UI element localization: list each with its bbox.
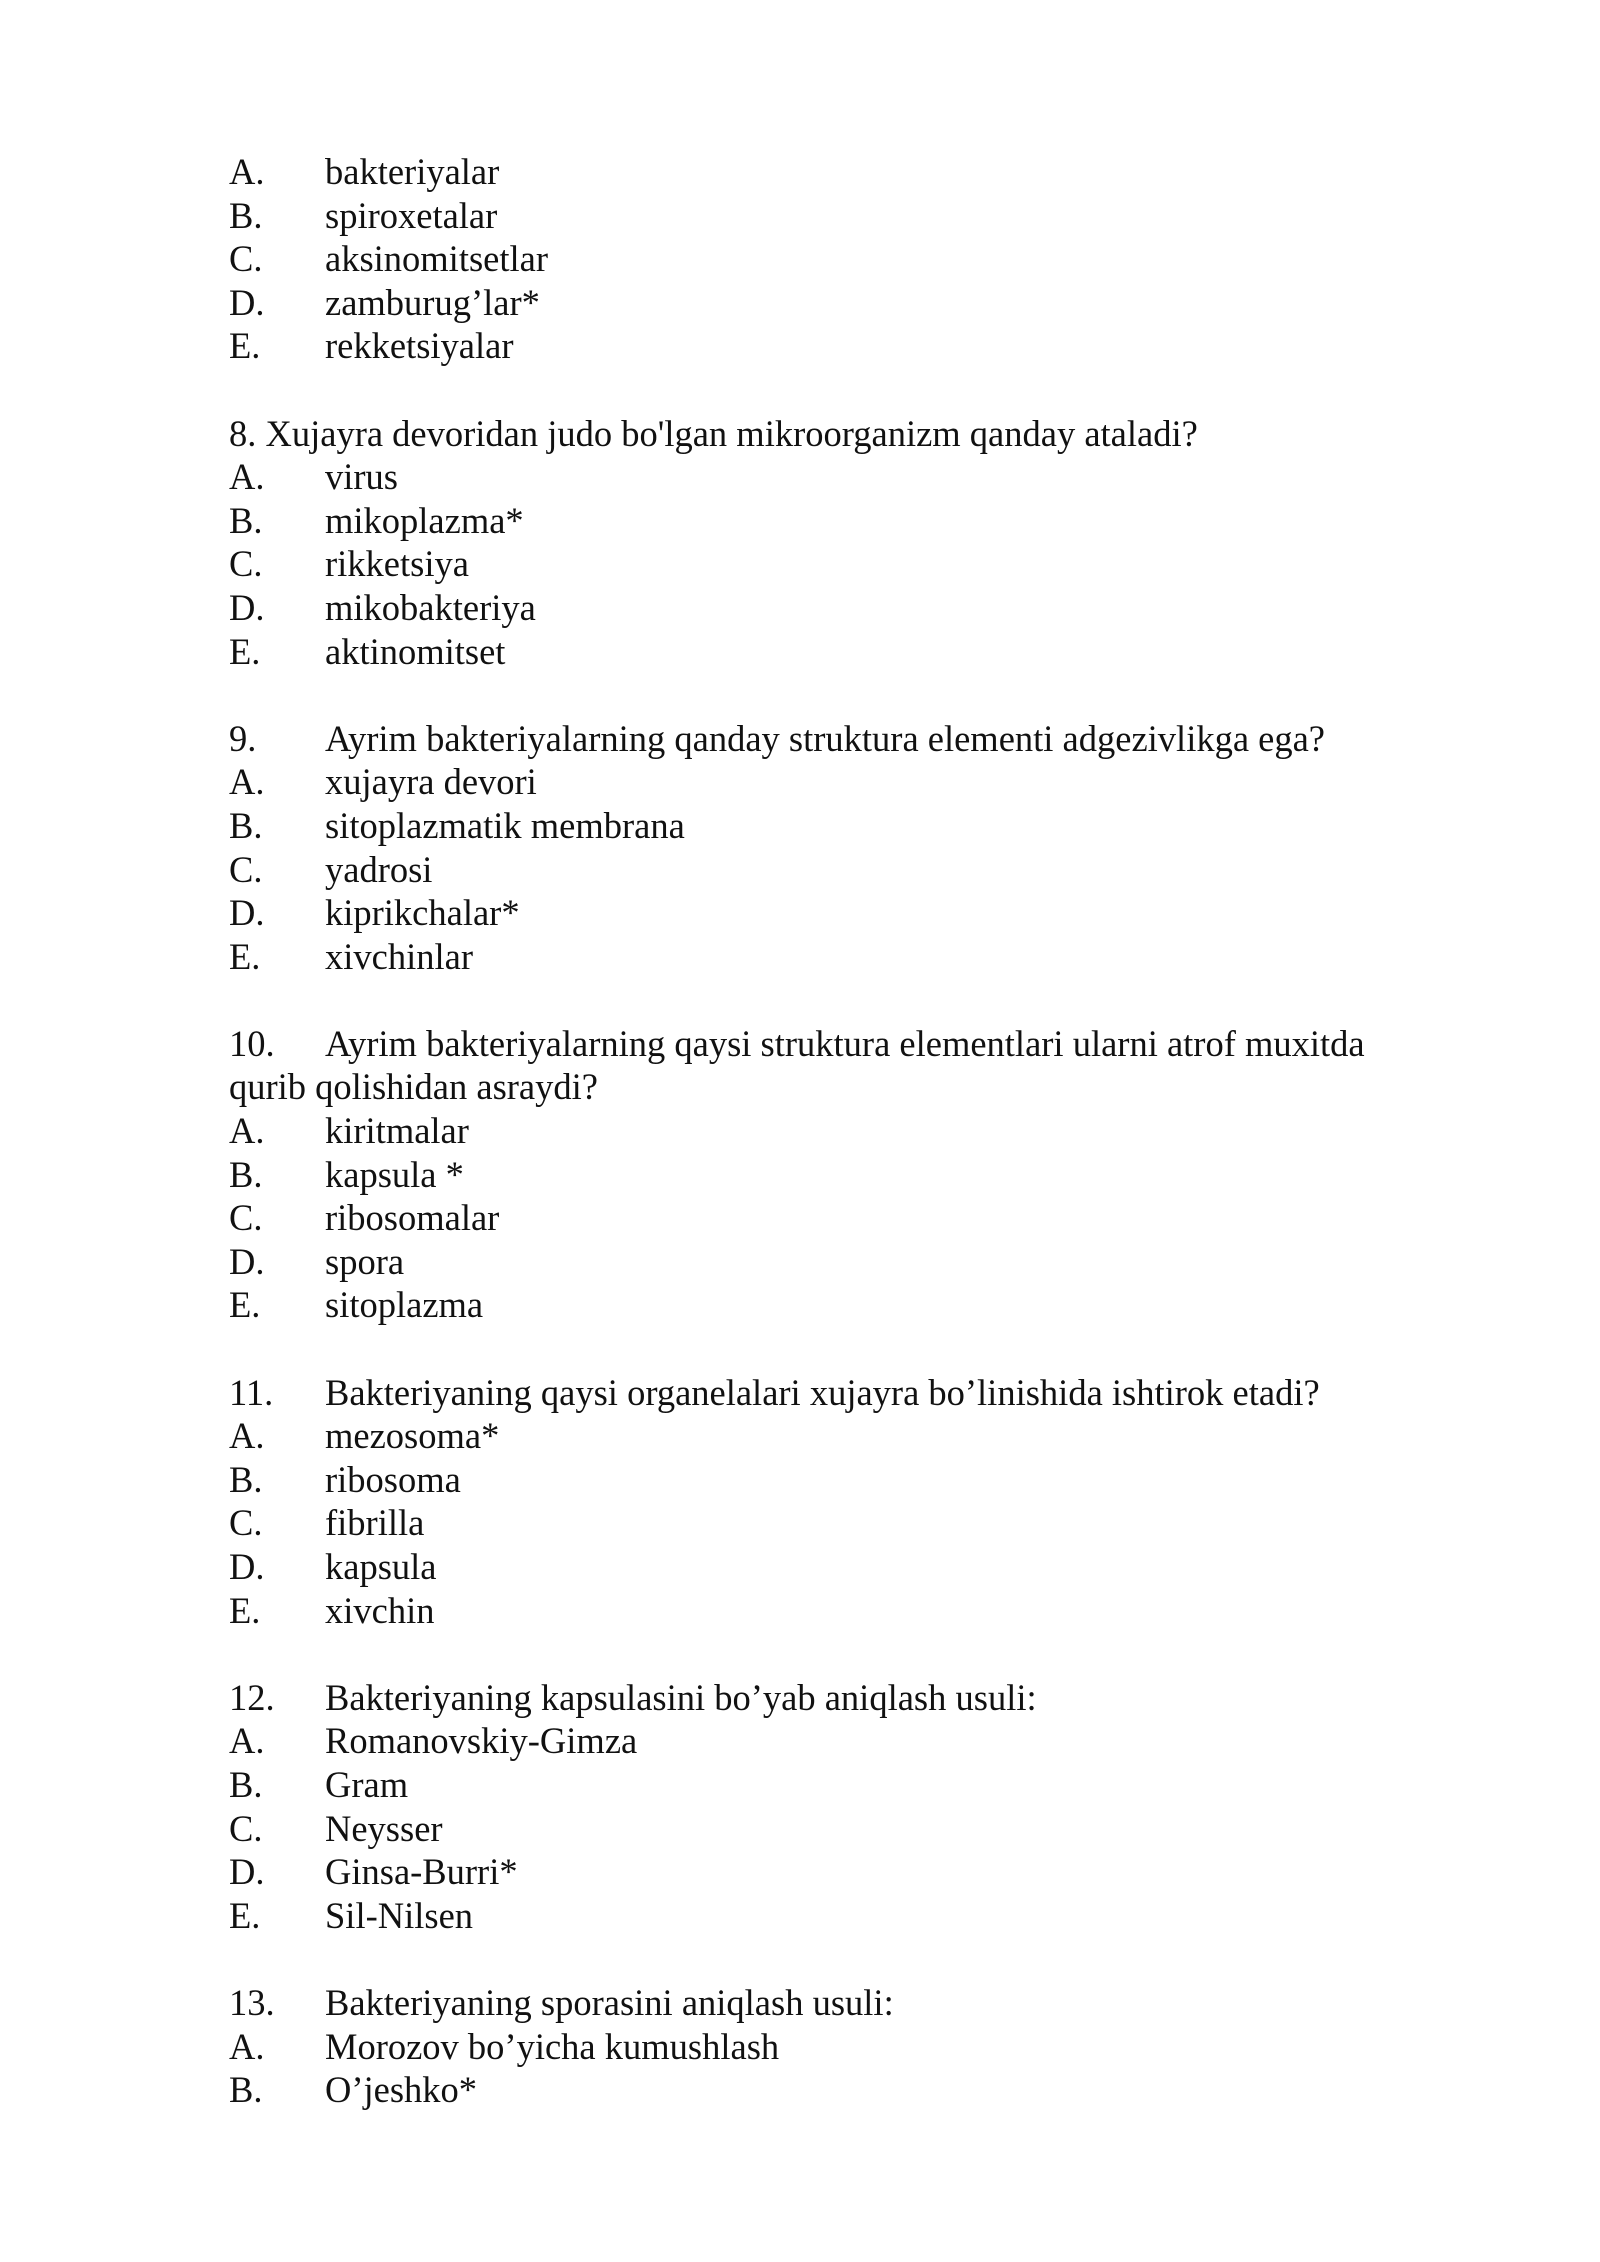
option-line [229, 2025, 1419, 2069]
option-text: Romanovskiy-Gimza [325, 1720, 638, 1762]
option-line [229, 1807, 1419, 1851]
option-text: ribosoma [325, 1458, 461, 1500]
option-line [229, 2068, 1419, 2112]
option-text: xivchinlar [325, 935, 473, 977]
option-text: xujayra devori [325, 761, 537, 803]
option-line [229, 150, 1419, 194]
question-number: 13. [229, 1981, 275, 2023]
option-line [229, 1153, 1419, 1197]
option-text: Sil-Nilsen [325, 1894, 474, 1936]
option-line [229, 935, 1419, 979]
option-letter: B. [229, 1763, 263, 1805]
question-number: 12. [229, 1676, 275, 1718]
option-line [229, 1894, 1419, 1938]
option-letter: A. [229, 456, 265, 498]
option-line [229, 499, 1419, 543]
option-line [229, 281, 1419, 325]
option-letter: E. [229, 1894, 261, 1936]
question-number: 8. [229, 412, 257, 454]
question-9 [229, 717, 1419, 979]
option-line [229, 194, 1419, 238]
option-line [229, 804, 1419, 848]
option-text: aksinomitsetlar [325, 238, 549, 280]
option-line [229, 237, 1419, 281]
question-heading [229, 717, 1419, 761]
question-heading [229, 1371, 1419, 1415]
option-text: kapsula [325, 1546, 437, 1587]
option-text: rekketsiyalar [325, 325, 514, 367]
option-letter: E. [229, 630, 261, 672]
option-line [229, 1719, 1419, 1763]
option-letter: A. [229, 761, 265, 803]
option-letter: B. [229, 1458, 263, 1500]
option-text: Morozov bo’yicha kumushlash [325, 2025, 780, 2067]
question-number: 10. [229, 1022, 275, 1064]
option-text: ribosomalar [325, 1197, 500, 1239]
spacer [229, 673, 1419, 717]
option-text: mezosoma* [325, 1415, 500, 1457]
option-letter: A. [229, 2025, 265, 2067]
option-letter: C. [229, 1502, 263, 1544]
question-number: 9. [229, 717, 257, 759]
option-text: zamburug’lar* [325, 281, 540, 323]
option-text: Gram [325, 1763, 409, 1805]
option-letter: B. [229, 194, 263, 236]
option-text: yadrosi [325, 848, 433, 890]
document-page [229, 150, 1419, 2112]
option-text: rikketsiya [325, 543, 469, 585]
option-letter: D. [229, 1546, 265, 1587]
option-text: aktinomitset [325, 630, 506, 672]
option-line [229, 324, 1419, 368]
question-text: Bakteriyaning qaysi organelalari xujayra bo’linishida ishtirok etadi? [325, 1371, 1320, 1413]
option-letter: D. [229, 892, 265, 934]
option-text: Ginsa-Burri* [325, 1851, 518, 1893]
option-line [229, 848, 1419, 892]
question-13 [229, 1981, 1419, 2112]
question-heading [229, 1676, 1419, 1720]
option-text: kapsula * [325, 1153, 464, 1195]
option-line [229, 1283, 1419, 1327]
option-line [229, 760, 1419, 804]
option-letter: C. [229, 238, 263, 280]
option-letter: E. [229, 935, 261, 977]
question-text: Ayrim bakteriyalarning qanday struktura elementi adgezivlikga ega? [325, 717, 1326, 759]
option-line [229, 542, 1419, 586]
option-letter: B. [229, 1153, 263, 1195]
question-12 [229, 1676, 1419, 1938]
question-11 [229, 1371, 1419, 1633]
spacer [229, 978, 1419, 1022]
option-line [229, 1850, 1419, 1894]
option-text: kiprikchalar* [325, 892, 520, 934]
spacer [229, 368, 1419, 412]
option-text: xivchin [325, 1589, 435, 1631]
question-heading-continuation [229, 1065, 1419, 1109]
option-line [229, 1545, 1419, 1589]
option-text: spora [325, 1240, 405, 1282]
question-text: qurib qolishidan asraydi? [229, 1066, 598, 1108]
option-letter: B. [229, 499, 263, 541]
option-text: fibrilla [325, 1502, 425, 1544]
spacer [229, 1632, 1419, 1676]
option-line [229, 1109, 1419, 1153]
option-letter: D. [229, 586, 265, 628]
option-text: kiritmalar [325, 1110, 469, 1152]
option-letter: D. [229, 1240, 265, 1282]
option-letter: A. [229, 1720, 265, 1762]
option-letter: B. [229, 804, 263, 846]
spacer [229, 1937, 1419, 1981]
option-text: virus [325, 456, 398, 498]
option-text: mikoplazma* [325, 499, 524, 541]
option-line [229, 630, 1419, 674]
option-letter: D. [229, 281, 265, 323]
question-heading [229, 1981, 1419, 2025]
option-text: O’jeshko* [325, 2069, 478, 2111]
option-text: Neysser [325, 1807, 443, 1849]
option-line [229, 455, 1419, 499]
option-line [229, 1763, 1419, 1807]
option-letter: B. [229, 2069, 263, 2111]
option-text: sitoplazmatik membrana [325, 804, 685, 846]
option-letter: A. [229, 151, 265, 192]
option-letter: A. [229, 1110, 265, 1152]
option-letter: E. [229, 1589, 261, 1631]
option-text: spiroxetalar [325, 194, 498, 236]
option-letter: C. [229, 1197, 263, 1239]
option-letter: D. [229, 1851, 265, 1893]
question-text: Bakteriyaning sporasini aniqlash usuli: [325, 1981, 894, 2023]
question-number: 11. [229, 1371, 274, 1413]
question-text: Ayrim bakteriyalarning qaysi struktura elementlari ularni atrof muxitda [325, 1022, 1365, 1064]
option-line [229, 1240, 1419, 1284]
option-letter: A. [229, 1415, 265, 1457]
option-line [229, 586, 1419, 630]
question-7-options [229, 150, 1419, 368]
spacer [229, 1327, 1419, 1371]
option-text: sitoplazma [325, 1284, 484, 1326]
option-letter: C. [229, 543, 263, 585]
option-line [229, 1458, 1419, 1502]
option-letter: C. [229, 848, 263, 890]
option-letter: E. [229, 1284, 261, 1326]
option-line [229, 1501, 1419, 1545]
question-10 [229, 1022, 1419, 1327]
question-heading [229, 1022, 1419, 1066]
question-text: Xujayra devoridan judo bo'lgan mikroorganizm qanday ataladi? [265, 412, 1198, 454]
option-text: mikobakteriya [325, 586, 536, 628]
option-letter: E. [229, 325, 261, 367]
option-line [229, 1589, 1419, 1633]
option-line [229, 891, 1419, 935]
option-text: bakteriyalar [325, 151, 500, 192]
option-line [229, 1414, 1419, 1458]
option-line [229, 1196, 1419, 1240]
question-8 [229, 412, 1419, 674]
question-heading [229, 412, 1419, 456]
question-text: Bakteriyaning kapsulasini bo’yab aniqlash usuli: [325, 1676, 1037, 1718]
option-letter: C. [229, 1807, 263, 1849]
